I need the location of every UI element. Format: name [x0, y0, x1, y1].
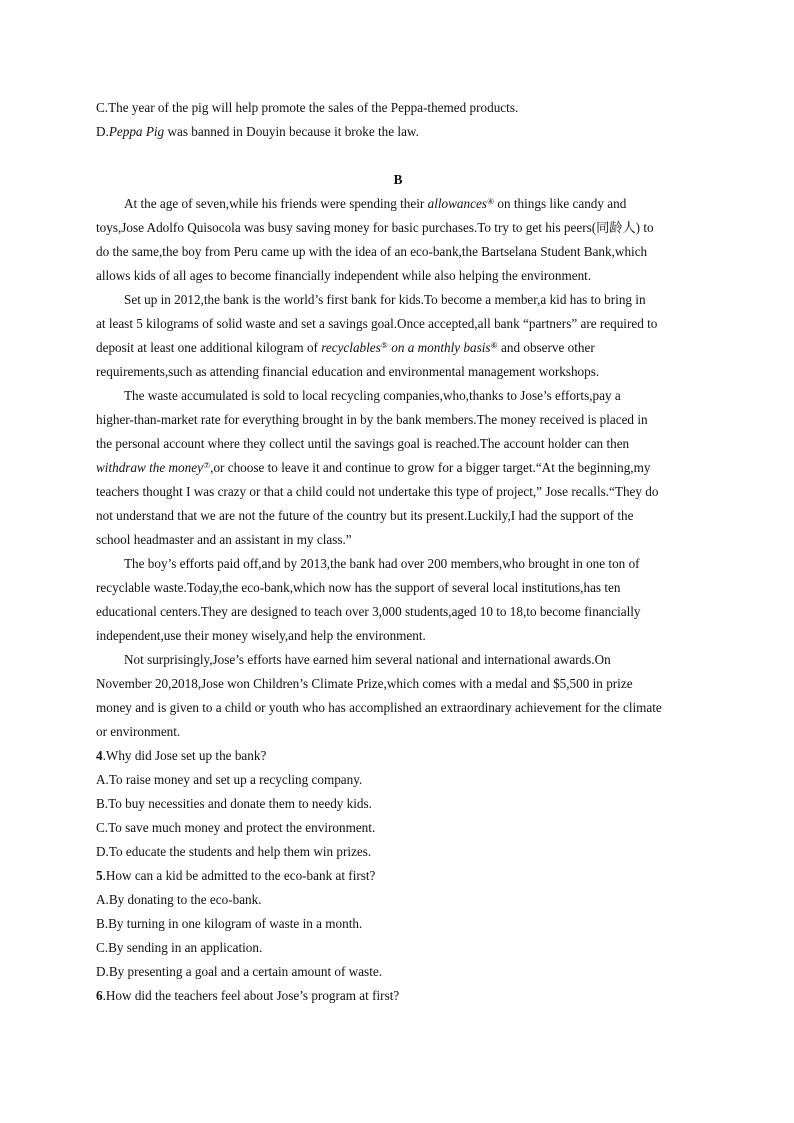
question-5-option-b: B.By turning in one kilogram of waste in a month. — [96, 916, 363, 931]
annotated-term: on a monthly basis — [387, 340, 491, 355]
option-c-prev: C.The year of the pig will help promote the sales of the Peppa-themed products. — [96, 100, 519, 115]
question-5-option-d: D.By presenting a goal and a certain amount of waste. — [96, 964, 383, 979]
question-5-option-c: C.By sending in an application. — [96, 940, 263, 955]
passage-line: Not surprisingly,Jose’s efforts have earned him several national and international awards.On — [124, 652, 611, 667]
passage-line: the personal account where they collect until the savings goal is reached.The account holder can then — [96, 436, 630, 451]
passage-line: higher-than-market rate for everything brought in by the bank members.The money received is placed in — [96, 412, 648, 427]
question-4-option-a: A.To raise money and set up a recycling company. — [96, 772, 363, 787]
passage-line: educational centers.They are designed to teach over 3,000 students,aged 10 to 18,to become financially — [96, 604, 641, 619]
passage-text: and observe other — [497, 340, 595, 355]
question-number: 5 — [96, 868, 103, 883]
passage-line — [96, 456, 700, 480]
passage-line: Set up in 2012,the bank is the world’s first bank for kids.To become a member,a kid has to bring in — [124, 292, 646, 307]
question-number: 6 — [96, 988, 103, 1003]
footnote-marker: ⑥ — [490, 341, 498, 350]
option-d-letter: D. — [96, 124, 109, 139]
option-d-prev — [96, 120, 700, 144]
question-text: .How did the teachers feel about Jose’s program at first? — [102, 988, 400, 1003]
passage-text: deposit at least one additional kilogram of — [96, 340, 322, 355]
question-4-option-d: D.To educate the students and help them win prizes. — [96, 844, 372, 859]
passage-line: teachers thought I was crazy or that a child could not undertake this type of project,” Jose recalls.“They do — [96, 484, 659, 499]
passage-line: not understand that we are not the future of the country but its present.Luckily,I had the support of the — [96, 508, 634, 523]
passage-line: or environment. — [96, 724, 181, 739]
passage-text: on things like candy and — [494, 196, 627, 211]
question-6 — [96, 984, 700, 1008]
passage-line: money and is given to a child or youth who has accomplished an extraordinary achievement for the climate — [96, 700, 662, 715]
document-page — [96, 96, 700, 1008]
passage-line: The boy’s efforts paid off,and by 2013,the bank had over 200 members,who brought in one ton of — [124, 556, 640, 571]
passage-line: recyclable waste.Today,the eco-bank,which now has the support of several local institutions,has ten — [96, 580, 621, 595]
question-number: 4 — [96, 748, 103, 763]
passage-text: ,or choose to leave it and continue to grow for a bigger target.“At the beginning,my — [210, 460, 651, 475]
passage-line — [96, 192, 700, 216]
passage-line: The waste accumulated is sold to local recycling companies,who,thanks to Jose’s efforts,pay a — [124, 388, 621, 403]
spacer — [96, 144, 700, 168]
passage-line: school headmaster and an assistant in my class.” — [96, 532, 352, 547]
annotated-term: allowances — [427, 196, 487, 211]
question-text: .Why did Jose set up the bank? — [102, 748, 267, 763]
question-5 — [96, 864, 700, 888]
section-heading: B — [393, 172, 403, 187]
passage-text: At the age of seven,while his friends were spending their — [124, 196, 428, 211]
footnote-marker: ④ — [486, 197, 495, 206]
question-4 — [96, 744, 700, 768]
question-5-option-a: A.By donating to the eco-bank. — [96, 892, 262, 907]
passage-line: toys,Jose Adolfo Quisocola was busy saving money for basic purchases.To try to get his peers(同龄人) to — [96, 220, 654, 235]
option-d-title: Peppa Pig — [108, 124, 165, 139]
question-4-option-c: C.To save much money and protect the environment. — [96, 820, 376, 835]
question-4-option-b: B.To buy necessities and donate them to needy kids. — [96, 796, 372, 811]
annotated-term: withdraw the money — [96, 460, 203, 475]
passage-line: do the same,the boy from Peru came up with the idea of an eco-bank,the Bartselana Student Bank,which — [96, 244, 648, 259]
passage-line: November 20,2018,Jose won Children’s Climate Prize,which comes with a medal and $5,500 in prize — [96, 676, 633, 691]
option-d-text: was banned in Douyin because it broke the law. — [164, 124, 419, 139]
passage-line: at least 5 kilograms of solid waste and set a savings goal.Once accepted,all bank “partners” are required to — [96, 316, 658, 331]
footnote-marker: ⑦ — [202, 461, 211, 470]
passage-line: independent,use their money wisely,and help the environment. — [96, 628, 426, 643]
passage-line — [96, 336, 700, 360]
question-text: .How can a kid be admitted to the eco-bank at first? — [102, 868, 376, 883]
passage-line: requirements,such as attending financial education and environmental management workshops. — [96, 364, 600, 379]
passage-line: allows kids of all ages to become financially independent while also helping the environment. — [96, 268, 592, 283]
footnote-marker: ⑤ — [380, 341, 388, 350]
annotated-term: recyclables — [321, 340, 381, 355]
